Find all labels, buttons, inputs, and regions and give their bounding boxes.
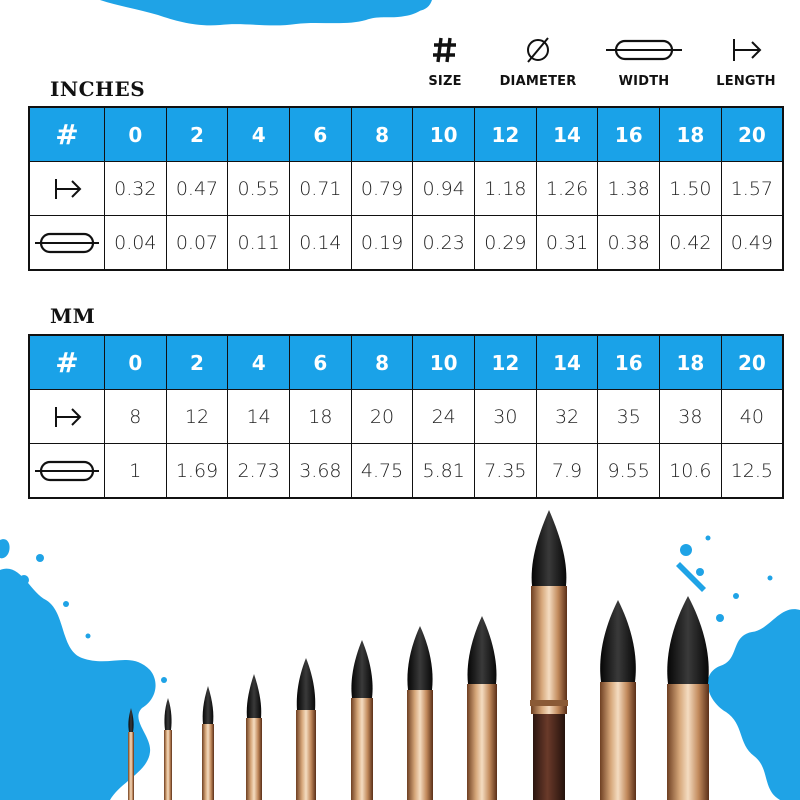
length-row-icon-cell: [29, 390, 105, 444]
inches-length-cell: 0.32: [105, 162, 167, 216]
inches-size-cell: 6: [290, 107, 352, 162]
width-icon: [604, 36, 684, 64]
mm-size-cell: 12: [475, 335, 537, 390]
brush-size-4: [202, 686, 214, 800]
inches-size-cell: 8: [351, 107, 413, 162]
mm-width-cell: 1: [105, 444, 167, 499]
brush-size-20: [667, 596, 709, 800]
legend-label-width: WIDTH: [618, 74, 670, 89]
inches-length-cell: 1.38: [598, 162, 660, 216]
mm-length-cell: 32: [536, 390, 598, 444]
inches-length-cell: 0.71: [290, 162, 352, 216]
inches-length-cell: 1.26: [536, 162, 598, 216]
inches-length-cell: 0.79: [351, 162, 413, 216]
top-paint-splash: [0, 0, 800, 30]
mm-width-cell: 4.75: [351, 444, 413, 499]
inches-width-cell: 0.07: [166, 216, 228, 271]
measurement-legend: [420, 36, 790, 98]
mm-width-cell: 2.73: [228, 444, 290, 499]
inches-size-cell: 2: [166, 107, 228, 162]
mm-size-cell: 4: [228, 335, 290, 390]
brush-size-8: [296, 658, 316, 800]
mm-width-cell: 5.81: [413, 444, 475, 499]
mm-width-cell: 3.68: [290, 444, 352, 499]
inches-size-row: [29, 107, 783, 162]
hash-icon: [430, 36, 460, 64]
brush-size-10: [351, 640, 373, 800]
inches-length-cell: 1.50: [660, 162, 722, 216]
mm-length-cell: 18: [290, 390, 352, 444]
inches-title: INCHES: [50, 77, 146, 101]
inches-width-cell: 0.42: [660, 216, 722, 271]
mm-length-cell: 35: [598, 390, 660, 444]
mm-title: MM: [50, 304, 96, 328]
inches-width-cell: 0.38: [598, 216, 660, 271]
mm-length-cell: 8: [105, 390, 167, 444]
mm-length-cell: 40: [721, 390, 783, 444]
inches-size-cell: 16: [598, 107, 660, 162]
mm-length-cell: 12: [166, 390, 228, 444]
inches-table: [28, 106, 784, 271]
inches-size-cell: 0: [105, 107, 167, 162]
legend-label-diameter: DIAMETER: [499, 74, 577, 89]
mm-width-cell: 1.69: [166, 444, 228, 499]
brush-size-6: [246, 674, 262, 800]
brush-illustration: [0, 500, 800, 800]
length-icon: [50, 405, 84, 429]
mm-size-row: [29, 335, 783, 390]
mm-size-cell: 0: [105, 335, 167, 390]
inches-width-row: [29, 216, 783, 271]
mm-width-row: [29, 444, 783, 499]
mm-length-cell: 20: [351, 390, 413, 444]
mm-size-cell: 16: [598, 335, 660, 390]
legend-width: [604, 36, 684, 89]
inches-size-cell: 18: [660, 107, 722, 162]
mm-size-cell: 6: [290, 335, 352, 390]
mm-size-cell: 18: [660, 335, 722, 390]
length-row-icon-cell: [29, 162, 105, 216]
mm-width-cell: 7.9: [536, 444, 598, 499]
inches-size-cell: 14: [536, 107, 598, 162]
width-row-icon-cell: [29, 216, 105, 271]
inches-width-cell: 0.11: [228, 216, 290, 271]
mm-length-cell: 14: [228, 390, 290, 444]
legend-diameter: [488, 36, 588, 89]
mm-table: [28, 334, 784, 499]
inches-width-cell: 0.23: [413, 216, 475, 271]
legend-label-size: SIZE: [428, 74, 462, 89]
inches-size-cell: 4: [228, 107, 290, 162]
width-icon: [34, 230, 100, 256]
length-icon: [50, 177, 84, 201]
mm-size-cell: 20: [721, 335, 783, 390]
brush-size-14: [467, 616, 497, 800]
inches-length-cell: 1.57: [721, 162, 783, 216]
inches-length-cell: 1.18: [475, 162, 537, 216]
inches-length-cell: 0.55: [228, 162, 290, 216]
inches-length-cell: 0.94: [413, 162, 475, 216]
mm-width-cell: 7.35: [475, 444, 537, 499]
brush-size-16: [530, 510, 568, 800]
inches-width-cell: 0.14: [290, 216, 352, 271]
inches-size-cell: 20: [721, 107, 783, 162]
length-icon: [726, 36, 766, 64]
mm-length-cell: 30: [475, 390, 537, 444]
mm-width-cell: 12.5: [721, 444, 783, 499]
width-icon: [34, 458, 100, 484]
inches-width-cell: 0.19: [351, 216, 413, 271]
brush-size-2: [164, 698, 172, 800]
inches-length-row: [29, 162, 783, 216]
brush-size-0: [128, 708, 134, 800]
mm-size-cell: 8: [351, 335, 413, 390]
size-symbol: #: [29, 107, 105, 162]
mm-size-cell: 2: [166, 335, 228, 390]
mm-length-cell: 24: [413, 390, 475, 444]
width-row-icon-cell: [29, 444, 105, 499]
mm-length-cell: 38: [660, 390, 722, 444]
inches-width-cell: 0.49: [721, 216, 783, 271]
legend-label-length: LENGTH: [716, 74, 776, 89]
inches-width-cell: 0.04: [105, 216, 167, 271]
inches-size-cell: 12: [475, 107, 537, 162]
legend-size: [420, 36, 470, 89]
mm-length-row: [29, 390, 783, 444]
left-paint-splash: [0, 539, 167, 800]
brush-size-18: [600, 600, 636, 800]
mm-width-cell: 9.55: [598, 444, 660, 499]
inches-size-cell: 10: [413, 107, 475, 162]
legend-length: [706, 36, 786, 89]
size-symbol: #: [29, 335, 105, 390]
inches-width-cell: 0.31: [536, 216, 598, 271]
mm-size-cell: 14: [536, 335, 598, 390]
brush-size-12: [407, 626, 433, 800]
inches-length-cell: 0.47: [166, 162, 228, 216]
diameter-icon: [523, 36, 553, 64]
mm-size-cell: 10: [413, 335, 475, 390]
inches-width-cell: 0.29: [475, 216, 537, 271]
mm-width-cell: 10.6: [660, 444, 722, 499]
